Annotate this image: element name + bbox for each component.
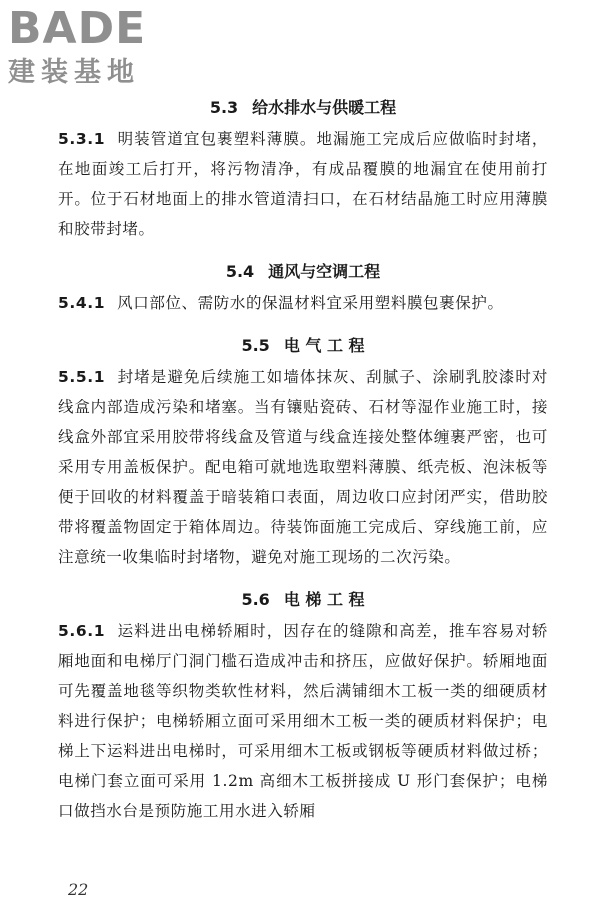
clause-5-6-1: 5.6.1 运料进出电梯轿厢时，因存在的缝隙和高差，推车容易对轿厢地面和电梯厅门洞门槛石造成冲击和挤压，应做好保护。轿厢地面可先覆盖地毯等织物类软性材料，然后满铺细木工板一类的细硬质材料进行保护；电梯轿厢立面可采用细木工板一类的硬质材料保护；电梯上下运料进出电梯时，可采用细木工板或钢板等硬质材料做过桥；电梯门套立面可采用 1.2m 高细木工板拼接成 U 形门套保护；电梯口做挡水台是预防施工用水进入轿厢 (58, 622, 548, 820)
page-number: 22 (68, 880, 89, 899)
clause-5-3-1: 5.3.1 明装管道宜包裹塑料薄膜。地漏施工完成后应做临时封堵，在地面竣工后打开，将污物清净，有成品覆膜的地漏宜在使用前打开。位于石材地面上的排水管道清扫口，在石材结晶施工时应用薄膜和胶带封堵。 (58, 130, 548, 238)
logo-chinese: 建装基地 (8, 57, 140, 88)
clause-5-5-1: 5.5.1 封堵是避免后续施工如墙体抹灰、刮腻子、涂刷乳胶漆时对线盒内部造成污染和堵塞。当有镶贴瓷砖、石材等湿作业施工时，接线盒外部宜采用胶带将线盒及管道与线盒连接处整体缠裹严密，也可采用专用盖板保护。配电箱可就地选取塑料薄膜、纸壳板、泡沫板等便于回收的材料覆盖于暗装箱口表面，周边收口应封闭严实，借助胶带将覆盖物固定于箱体周边。待装饰面施工完成后、穿线施工前，应注意统一收集临时封堵物，避免对施工现场的二次污染。 (58, 368, 548, 566)
section-heading-5-6: 5.6 电 梯 工 程 (241, 590, 365, 609)
document-body (58, 92, 548, 838)
logo-wordmark: BADE (8, 3, 147, 54)
clause-5-4-1: 5.4.1 风口部位、需防水的保温材料宜采用塑料膜包裹保护。 (58, 294, 504, 312)
logo (8, 4, 178, 90)
section-heading-5-4: 5.4 通风与空调工程 (225, 262, 381, 281)
section-heading-5-5: 5.5 电 气 工 程 (241, 336, 365, 355)
section-heading-5-3: 5.3 给水排水与供暖工程 (209, 98, 397, 117)
